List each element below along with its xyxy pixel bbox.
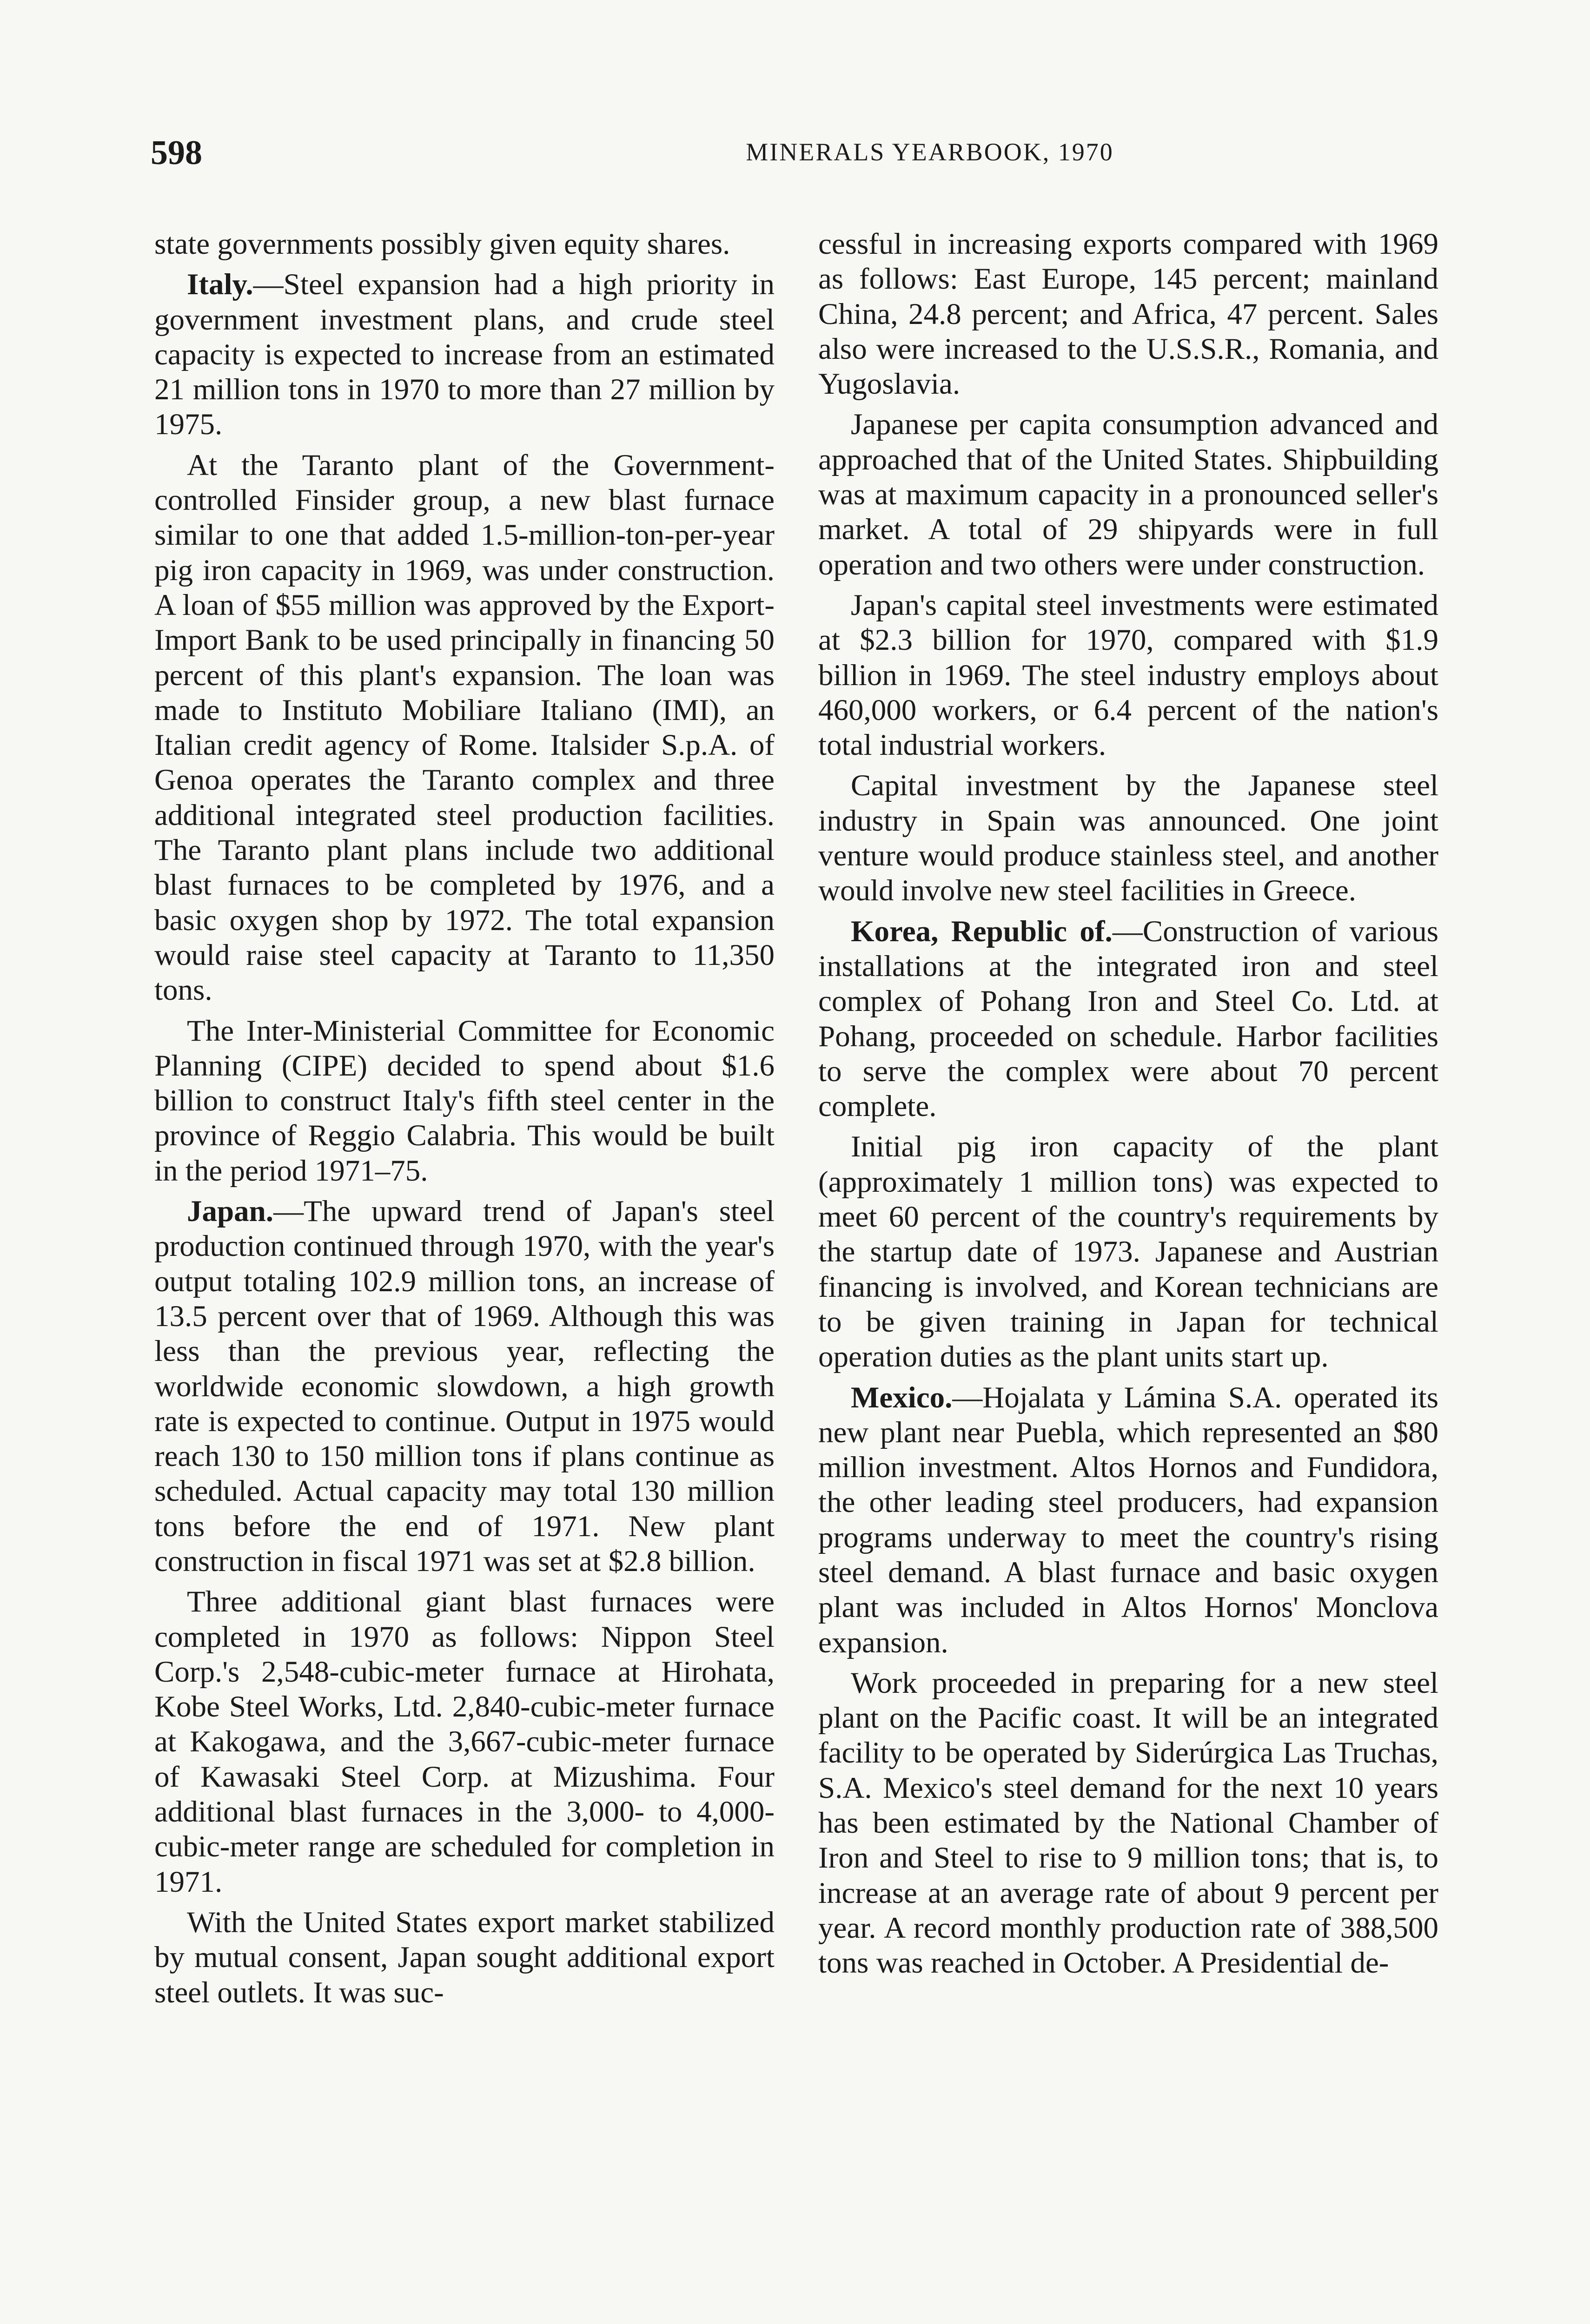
- left-column: [154, 227, 775, 2016]
- paragraph: Japanese per capita consumption advanced and approached that of the United States. Shipbuilding was at maximum capacity in a pronounced seller's market. A total of 29 shipyards were in full operation and two others were under construction.: [818, 408, 1438, 581]
- page-number: 598: [151, 134, 202, 172]
- japan-section: [154, 1194, 775, 1579]
- paragraph: Work proceeded in preparing for a new steel plant on the Pacific coast. It will be an integrated facility to be operated by Siderúrgica Las Truchas, S.A. Mexico's steel demand for the next 10 years has been estimated by the National Chamber of Iron and Steel to rise to 9 million tons; that is, to increase at an average rate of about 9 percent per year. A record monthly production rate of 388,500 tons was reached in October. A Presidential de-: [818, 1666, 1438, 1980]
- paragraph: Japan's capital steel investments were estimated at $2.3 billion for 1970, compared with $1.9 billion in 1969. The steel industry employs about 460,000 workers, or 6.4 percent of the nation's total industrial workers.: [818, 588, 1438, 762]
- italy-section: [154, 267, 775, 442]
- section-text: —Construction of various installations at the integrated iron and steel complex of Pohang Iron and Steel Co. Ltd. at Pohang, proceeded on schedule. Harbor facilities to serve the complex were about 70 percent complete.: [818, 914, 1438, 1123]
- paragraph: Three additional giant blast furnaces were completed in 1970 as follows: Nippon Steel Corp.'s 2,548-cubic-meter furnace at Hirohata, Kobe Steel Works, Ltd. 2,840-cubic-meter furnace at Kakogawa, and the 3,667-cubic-meter furnace of Kawasaki Steel Corp. at Mizushima. Four additional blast furnaces in the 3,000- to 4,000-cubic-meter range are scheduled for completion in 1971.: [154, 1585, 775, 1899]
- paragraph: Initial pig iron capacity of the plant (approximately 1 million tons) was expected to meet 60 percent of the country's requirements by the startup date of 1973. Japanese and Austrian financing is involved, and Korean technicians are to be given training in Japan for technical operation duties as the plant units start up.: [818, 1130, 1438, 1374]
- paragraph: Capital investment by the Japanese steel industry in Spain was announced. One joint venture would produce stainless steel, and another would involve new steel facilities in Greece.: [818, 769, 1438, 908]
- paragraph: state governments possibly given equity shares.: [154, 227, 730, 261]
- section-heading-japan: Japan.: [187, 1195, 274, 1228]
- running-header: MINERALS YEARBOOK, 1970: [746, 138, 1114, 166]
- section-heading-mexico: Mexico.: [851, 1380, 953, 1414]
- paragraph: The Inter-Ministerial Committee for Economic Planning (CIPE) decided to spend about $1.6 billion to construct Italy's fifth steel center in the province of Reggio Calabria. This would be built in the period 1971–75.: [154, 1014, 775, 1188]
- section-text: —Steel expansion had a high priority in government investment plans, and crude steel capacity is expected to increase from an estimated 21 million tons in 1970 to more than 27 million by 1975.: [154, 268, 775, 442]
- section-heading-italy: Italy.: [187, 268, 253, 302]
- right-column: [818, 227, 1438, 1987]
- korea-section: [818, 914, 1438, 1124]
- section-text: —Hojalata y Lámina S.A. operated its new plant near Puebla, which represented an $80 million investment. Altos Hornos and Fundidora, the other leading steel producers, had expansion programs underway to meet the country's rising steel demand. A blast furnace and basic oxygen plant was included in Altos Hornos' Monclova expansion.: [818, 1380, 1438, 1659]
- section-text: —The upward trend of Japan's steel production continued through 1970, with the year's output totaling 102.9 million tons, an increase of 13.5 percent over that of 1969. Although this was less than the previous year, reflecting the worldwide economic slowdown, a high growth rate is expected to continue. Output in 1975 would reach 130 to 150 million tons if plans continue as scheduled. Actual capacity may total 130 million tons before the end of 1971. New plant construction in fiscal 1971 was set at $2.8 billion.: [154, 1195, 775, 1578]
- paragraph: cessful in increasing exports compared with 1969 as follows: East Europe, 145 percent; mainland China, 24.8 percent; and Africa, 47 percent. Sales also were increased to the U.S.S.R., Romania, and Yugoslavia.: [818, 227, 1438, 401]
- paragraph: With the United States export market stabilized by mutual consent, Japan sought additional export steel outlets. It was suc-: [154, 1905, 775, 2009]
- mexico-section: [818, 1380, 1438, 1660]
- section-heading-korea: Korea, Republic of.: [851, 914, 1113, 948]
- paragraph: At the Taranto plant of the Government-controlled Finsider group, a new blast furnace similar to one that added 1.5-million-ton-per-year pig iron capacity in 1969, was under construction. A loan of $55 million was approved by the Export-Import Bank to be used principally in financing 50 percent of this plant's expansion. The loan was made to Instituto Mobiliare Italiano (IMI), an Italian credit agency of Rome. Italsider S.p.A. of Genoa operates the Taranto complex and three additional integrated steel production facilities. The Taranto plant plans include two additional blast furnaces to be completed by 1976, and a basic oxygen shop by 1972. The total expansion would raise steel capacity at Taranto to 11,350 tons.: [154, 448, 775, 1007]
